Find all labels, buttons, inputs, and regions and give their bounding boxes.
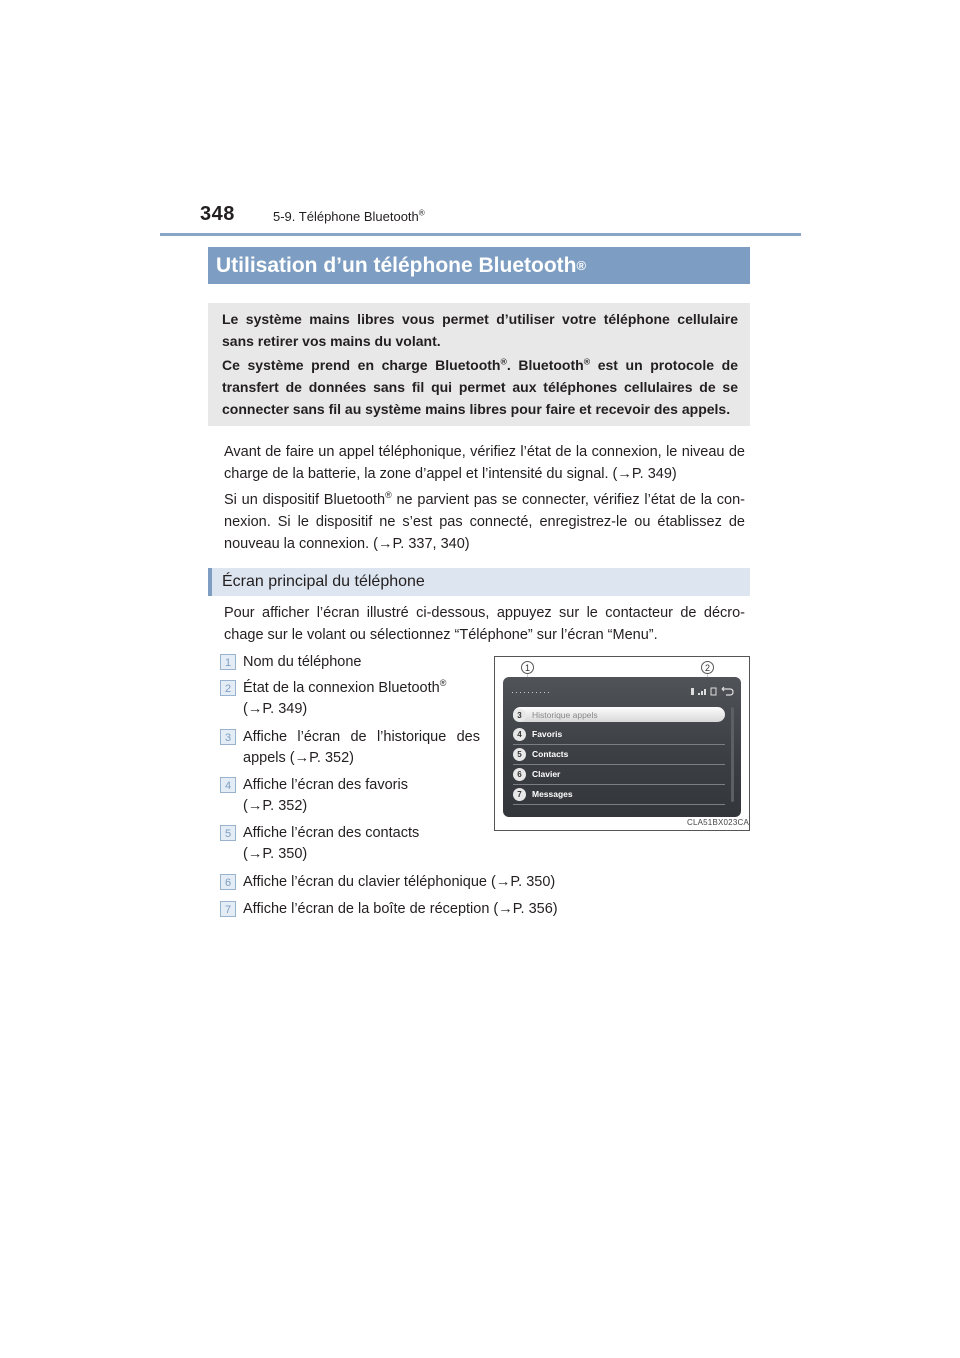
body-paragraph-1: Avant de faire un appel téléphonique, vérifiez l’état de la connexion, le niveau de charge de la batterie, la zone d’appel et l’intensité du signal. (→P. 349)	[224, 444, 745, 482]
body-paragraph-2	[224, 489, 745, 555]
bluetooth-signal-battery-icon	[689, 686, 735, 696]
menu-item-keypad[interactable]	[513, 766, 725, 785]
menu-label: Favoris	[532, 729, 563, 739]
registered-mark: ®	[500, 356, 507, 367]
body-text-run: ne parvient pas se connecter, vérifiez l’état de la connexion. Si le dispositif ne s’est pas connecté, enregistrez-le ou établissez de nouveau la connexion. (→P. 337, 340)	[224, 492, 746, 552]
list-number: 5	[220, 825, 236, 841]
list-item-text: Affiche l’écran des favoris	[243, 777, 408, 793]
intro-paragraph-1: Le système mains libres vous permet d’utiliser votre téléphone cellulaire sans retirer vos mains du volant.	[222, 311, 738, 349]
list-item-reference: (→P. 350)	[243, 846, 308, 862]
list-item-text-run: État de la connexion Bluetooth	[243, 680, 440, 696]
menu-item-favorites[interactable]	[513, 726, 725, 745]
list-item-reference: (→P. 349)	[243, 701, 308, 717]
registered-mark: ®	[418, 208, 425, 218]
menu-label: Contacts	[532, 749, 569, 759]
menu-number: 3	[513, 709, 526, 722]
callout-1: 1	[521, 661, 534, 674]
section-label-text: 5-9. Téléphone Bluetooth	[273, 209, 419, 224]
section-title: Utilisation d’un téléphone Bluetooth	[216, 253, 577, 277]
list-item-text: Affiche l’écran du clavier téléphonique (→P. 350)	[243, 874, 556, 890]
intro-box	[208, 303, 750, 426]
menu-number: 7	[513, 788, 526, 801]
menu-label: Clavier	[532, 769, 561, 779]
registered-mark: ®	[583, 356, 591, 367]
list-item-text: Nom du téléphone	[243, 654, 362, 670]
subsection-title: Écran principal du téléphone	[222, 573, 425, 590]
list-number: 4	[220, 777, 236, 793]
intro-text: . Bluetooth	[506, 357, 584, 373]
section-title-bar: Utilisation d’un téléphone Bluetooth ®	[208, 247, 750, 284]
intro-text: est un protocole de transfert de données sans fil qui permet aux téléphones cellulaires de se connecter sans fil au système mains libres pour faire et recevoir des appels.	[222, 357, 738, 417]
list-item-text	[243, 678, 446, 699]
list-item-text: Affiche l’écran de la boîte de réception (→P. 356)	[243, 901, 558, 917]
registered-mark: ®	[385, 490, 392, 501]
list-number: 6	[220, 874, 236, 890]
list-number: 1	[220, 654, 236, 670]
callout-2: 2	[701, 661, 714, 674]
intro-text: Ce système prend en charge Bluetooth	[222, 357, 501, 373]
menu-item-call-history[interactable]	[513, 707, 725, 722]
registered-mark: ®	[439, 678, 447, 689]
subsection-description	[224, 602, 745, 650]
scrollbar[interactable]	[731, 707, 734, 802]
menu-number: 6	[513, 768, 526, 781]
subsection-description-text: Pour afficher l’écran illustré ci-dessous, appuyez sur le contacteur de décrochage sur le volant ou sélectionnez “Téléphone” sur l’écran “Menu”.	[224, 605, 745, 643]
header-rule	[160, 233, 801, 236]
menu-label: Historique appels	[532, 710, 598, 720]
figure-code: CLA51BX023CA	[687, 818, 749, 827]
body-text-run: Si un dispositif Bluetooth	[224, 492, 386, 508]
menu-label: Messages	[532, 789, 573, 799]
list-item-reference: (→P. 352)	[243, 798, 308, 814]
phone-screen-figure	[494, 656, 750, 831]
subsection-title-bar	[208, 568, 750, 596]
menu-number: 4	[513, 728, 526, 741]
list-number: 3	[220, 729, 236, 745]
body-text	[224, 441, 745, 559]
display-screen	[503, 677, 741, 817]
list-number: 7	[220, 901, 236, 917]
menu-number: 5	[513, 748, 526, 761]
section-label	[273, 209, 425, 224]
list-item-reference: appels (→P. 352)	[243, 750, 354, 766]
status-icons	[689, 683, 735, 693]
list-item-text: Affiche l’écran de l’historique des	[243, 729, 480, 745]
page-number: 348	[200, 203, 235, 225]
intro-paragraph-2	[222, 354, 738, 420]
list-number: 2	[220, 680, 236, 696]
phone-name-dots: ··········	[511, 687, 551, 697]
menu-item-messages[interactable]	[513, 786, 725, 805]
menu-item-contacts[interactable]	[513, 746, 725, 765]
list-item-text: Affiche l’écran des contacts	[243, 825, 420, 841]
